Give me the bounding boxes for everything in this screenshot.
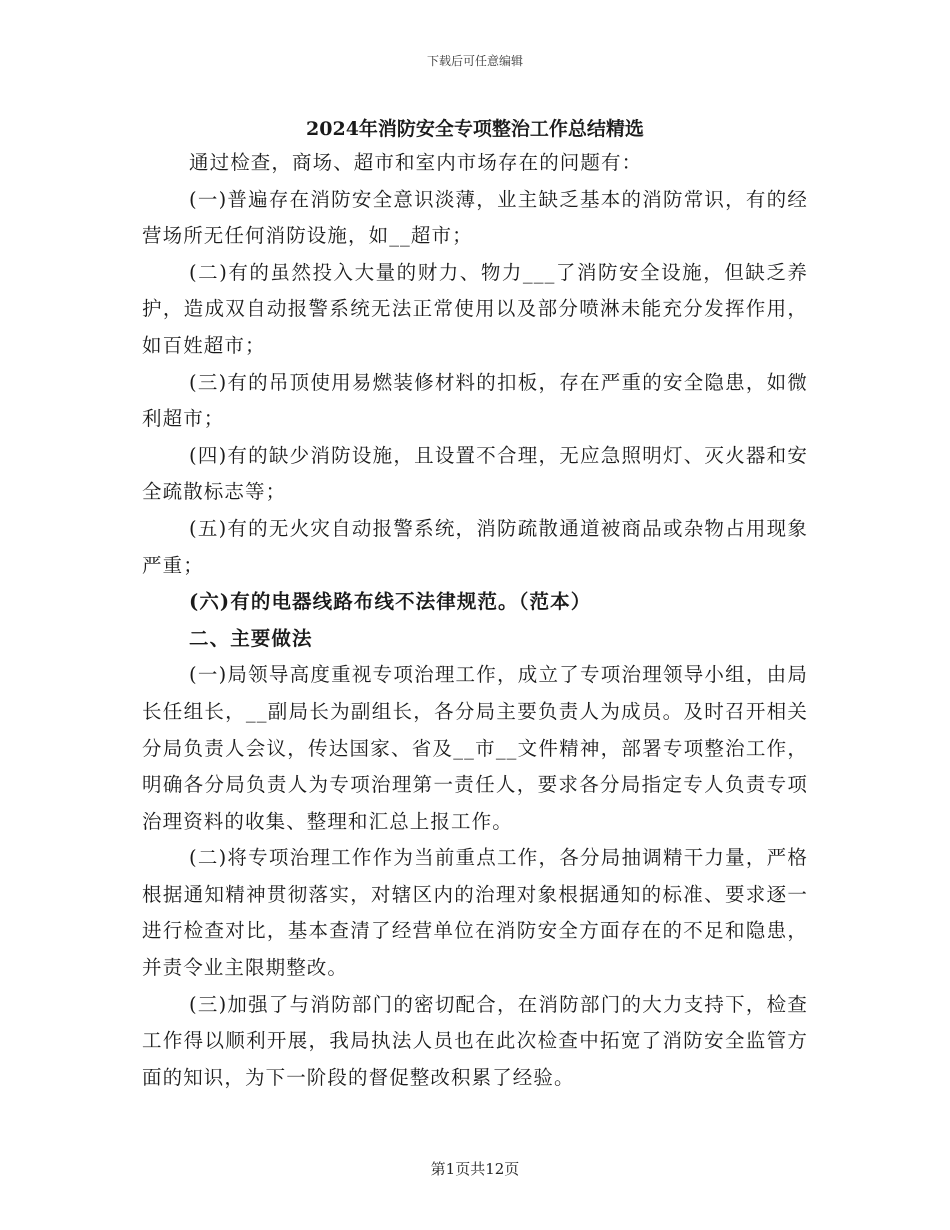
page-number: 第1页共12页	[430, 1160, 520, 1178]
document-title: 2024年消防安全专项整治工作总结精选	[306, 118, 644, 140]
paragraph-issue-4: (四)有的缺少消防设施，且设置不合理，无应急照明灯、灭火器和安全疏散标志等；	[142, 443, 808, 504]
paragraph-issue-3: (三)有的吊顶使用易燃装修材料的扣板，存在严重的安全隐患，如微利超市；	[142, 370, 808, 431]
paragraph-method-1: (一)局领导高度重视专项治理工作，成立了专项治理领导小组，由局长任组长，__副局长为副组长，各分局主要负责人为成员。及时召开相关分局负责人会议，传达国家、省及__市__文件精神，部署专项整治工作，明确各分局负责人为专项治理第一责任人，要求各分局指定专人负责专项治理资料的收集、整理和汇总上报工作。	[142, 663, 808, 833]
document-body	[142, 113, 808, 1096]
paragraph-issue-5: (五)有的无火灾自动报警系统，消防疏散通道被商品或杂物占用现象严重；	[142, 516, 808, 577]
page-header-note: 下载后可任意编辑	[426, 54, 523, 68]
section-heading-main-methods: 二、主要做法	[189, 626, 313, 650]
paragraph-method-3: (三)加强了与消防部门的密切配合，在消防部门的大力支持下，检查工作得以顺利开展，我局执法人员也在此次检查中拓宽了消防安全监管方面的知识，为下一阶段的督促整改积累了经验。	[142, 992, 808, 1089]
paragraph-issue-2: (二)有的虽然投入大量的财力、物力___了消防安全设施，但缺乏养护，造成双自动报警系统无法正常使用以及部分喷淋未能充分发挥作用，如百姓超市；	[142, 260, 808, 357]
paragraph-method-2: (二)将专项治理工作作为当前重点工作，各分局抽调精干力量，严格根据通知精神贯彻落实，对辖区内的治理对象根据通知的标准、要求逐一进行检查对比，基本查清了经营单位在消防安全方面存在的不足和隐患，并责令业主限期整改。	[142, 846, 808, 980]
paragraph-issue-6: (六)有的电器线路布线不法律规范。（范本）	[189, 590, 592, 614]
paragraph-intro: 通过检查，商场、超市和室内市场存在的问题有：	[189, 151, 643, 174]
paragraph-issue-1: (一)普遍存在消防安全意识淡薄，业主缺乏基本的消防常识，有的经营场所无任何消防设施，如__超市；	[142, 187, 808, 248]
